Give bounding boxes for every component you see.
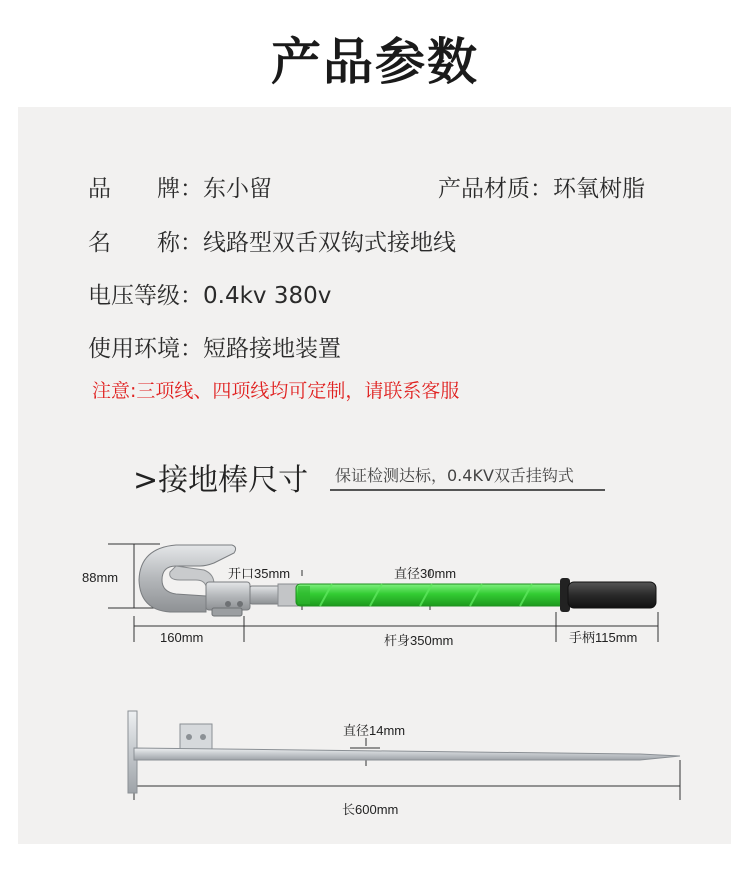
handle-length-label: 手柄115mm bbox=[569, 630, 638, 645]
spec-material: 产品材质：环氧树脂 bbox=[438, 176, 645, 202]
stake-rod bbox=[134, 748, 680, 760]
custom-note: 注意:三项线、四项线均可定制，请联系客服 bbox=[92, 380, 460, 402]
head-length-label: 160mm bbox=[160, 630, 204, 645]
spec-voltage: 电压等级：0.4kv 380v bbox=[88, 283, 332, 309]
stake-dimension-lines bbox=[134, 738, 680, 800]
rod-size-heading: >接地棒尺寸 bbox=[133, 463, 309, 498]
spec-name: 名 称：线路型双舌双钩式接地线 bbox=[88, 230, 456, 256]
connection-lug bbox=[180, 724, 212, 750]
page-title: 产品参数 bbox=[271, 33, 479, 91]
shaft-diameter-label: 直径30mm bbox=[394, 566, 457, 581]
hook-height-label: 88mm bbox=[82, 570, 119, 585]
spec-usage: 使用环境：短路接地装置 bbox=[88, 336, 341, 362]
stake-diameter-label: 直径14mm bbox=[343, 723, 406, 738]
spec-brand: 品 牌：东小留 bbox=[88, 176, 272, 202]
hook-opening-label: 开口35mm bbox=[228, 566, 291, 581]
shaft-length-label: 杆身350mm bbox=[384, 633, 454, 648]
rod-size-subtitle: 保证检测达标，0.4KV双舌挂钩式 bbox=[335, 466, 574, 485]
black-handle bbox=[560, 578, 656, 612]
stake-length-label: 长600mm bbox=[342, 802, 399, 817]
